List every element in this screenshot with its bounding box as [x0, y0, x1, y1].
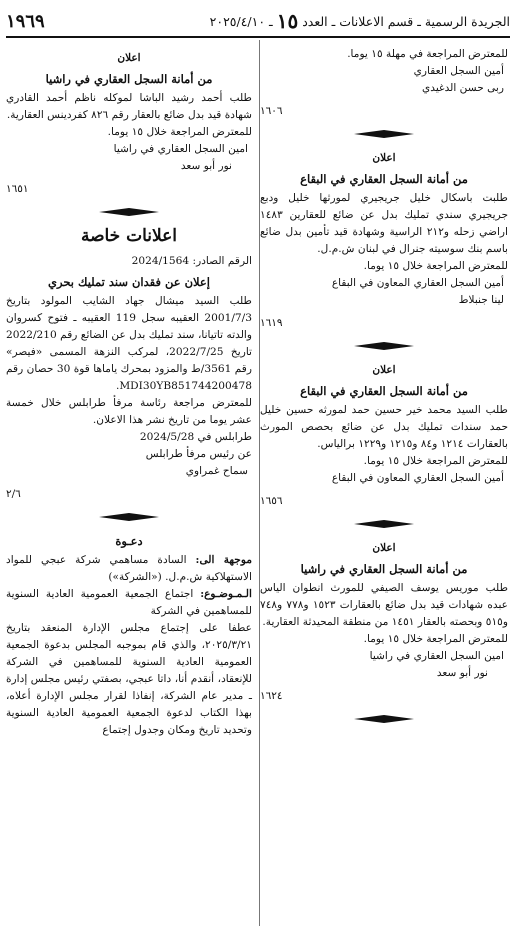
- page-number: ١٩٦٩: [6, 10, 45, 32]
- signature-title: أمين السجل العقاري المعاون في البقاع: [331, 277, 504, 289]
- announcement-title: من أمانة السجل العقاري في البقاع: [300, 384, 468, 398]
- reference-number: ١٦٠٦: [260, 105, 283, 117]
- signature-name: لينا جنبلاط: [458, 294, 504, 306]
- addressee-label: موجهة الى:: [195, 554, 252, 566]
- announcement-title: من أمانة السجل العقاري في راشيا: [300, 562, 468, 576]
- invitation-subject: [6, 586, 252, 620]
- continued-signature-name: ربى حسن الدغيدي: [421, 82, 504, 94]
- signature-title: امين السجل العقاري في راشيا: [369, 650, 504, 662]
- issue-number: ١٥: [276, 9, 299, 33]
- separator-ornament: [354, 342, 414, 350]
- announcement-body: طلب أحمد رشيد الباشا لموكله ناظم أحمد القادري شهادة قيد بدل ضائع بالعقار رقم ٨٢٦ كفردينس العقارية.: [6, 92, 252, 121]
- signature-title: امين السجل العقاري في راشيا: [113, 143, 248, 155]
- announcement-label: اعلان: [372, 364, 396, 376]
- announcement-label: اعلان: [372, 152, 396, 164]
- reference-number: ٢/٦: [6, 488, 21, 500]
- section-title: اعلانات خاصة: [80, 226, 178, 246]
- signature-name: سماح غمراوي: [185, 465, 248, 477]
- separator-ornament: [354, 130, 414, 138]
- invitation-body: عطفا على إجتماع مجلس الإدارة المنعقد بتاريخ ٢٠٢٥/٣/٢١، والذي قام بموجبه المجلس بدعوة الجمعية العمومية العادية السنوية للمساهمين في الشركة للإنعقاد، أنقدم أنا، داتا عبجي، بصفتي رئيس مجلس إدارة ـ مدير عام الشركة، إنفاذا لقرار مجلس الإدارة أعلاه، بهذا الكتاب لدعوة الجمعية العمومية العادية السنوية وتحديد تاريخ ومكان وجدول إجتماع: [6, 622, 252, 736]
- right-column: [260, 46, 508, 735]
- separator-ornament: [354, 520, 414, 528]
- invitation-label: دعـوة: [115, 534, 143, 548]
- page-header: [6, 6, 510, 38]
- continued-note: للمعترض المراجعة في مهلة ١٥ يوما.: [347, 48, 508, 60]
- signature-title: أمين السجل العقاري المعاون في البقاع: [331, 472, 504, 484]
- gazette-title: الجريدة الرسمية ـ قسم الاعلانات ـ العدد: [302, 13, 510, 29]
- announcement-body: طلب موريس يوسف الصيفي للمورث انطوان الياس عبده شهادات قيد بدل ضائع بالعقارات ١٥٢٣ و٧٧٨ و٧٤٨ و٥١٥ وبحصته بالعقار ١٤٥١ من منطقة المحيدثة العقارية.: [260, 582, 509, 628]
- announcement-label: اعلان: [117, 52, 141, 64]
- issued-number: الرقم الصادر: 2024/1564: [131, 255, 252, 267]
- left-column: [6, 46, 252, 739]
- announcement-label: اعلان: [372, 542, 396, 554]
- invitation-addressee: [6, 552, 252, 586]
- announcement-date: طرابلس في 2024/5/28: [139, 431, 252, 443]
- announcement-note: للمعترض المراجعة خلال ١٥ يوما.: [363, 260, 508, 272]
- subject-text: اجتماع الجمعية العمومية العادية السنوية للمساهمين في الشركة: [6, 588, 252, 617]
- reference-number: ١٦٥٦: [260, 495, 283, 507]
- addressee-text: السادة مساهمي شركة عبجي للمواد الاستهلاكية ش.م.ل. («الشركة»): [6, 554, 252, 583]
- reference-number: ١٦٥١: [6, 183, 29, 195]
- signature-name: نور أبو سعد: [180, 160, 232, 172]
- subject-label: الـمـوضـوع:: [200, 588, 252, 600]
- continued-signature-title: أمين السجل العقاري: [413, 65, 504, 77]
- announcement-title: من أمانة السجل العقاري في البقاع: [300, 172, 468, 186]
- signature-name: نور أبو سعد: [436, 667, 488, 679]
- announcement-title: من أمانة السجل العقاري في راشيا: [45, 72, 213, 86]
- separator-ornament: [354, 715, 414, 723]
- announcement-note: للمعترض المراجعة خلال ١٥ يوما.: [107, 126, 252, 138]
- announcement-title: إعلان عن فقدان سند تمليك بحري: [48, 275, 210, 289]
- announcement-note: للمعترض المراجعة خلال ١٥ يوما.: [363, 633, 508, 645]
- announcement-body: طلب السيد محمد خير حسين حمد لمورثه حسين خليل حمد سندات تمليك بدل عن ضائع بحصص المورث بالعقارات ١٢١٤ و٨٤ و١٢١٥ و١٢٢٩ برالياس.: [260, 404, 508, 450]
- issue-date: ـ ٢٠٢٥/٤/١٠: [209, 13, 273, 29]
- signature-title: عن رئيس مرفأ طرابلس: [145, 448, 252, 460]
- announcement-note: للمعترض المراجعة خلال ١٥ يوما.: [363, 455, 508, 467]
- announcement-body: طلبت باسكال خليل جريجيري لمورثها خليل ودبع جريجيري سندي تمليك بدل عن ضائع للعقارين ١٤٨٣ اراضي زحله و٢١٢ الراسية وشهادة قيد تأمين بدل ضائع باسم بنك سوسيته جنرال في لبنان ش.م.ل.: [260, 192, 508, 255]
- separator-ornament: [99, 208, 159, 216]
- reference-number: ١٦٢٤: [260, 690, 283, 702]
- announcement-note: للمعترض مراجعة رئاسة مرفأ طرابلس خلال خمسة عشر يوما من تاريخ نشر هذا الاعلان.: [6, 397, 252, 426]
- separator-ornament: [99, 513, 159, 521]
- reference-number: ١٦١٩: [260, 317, 283, 329]
- announcement-body: طلب السيد ميشال جهاد الشايب المولود بتاريخ 2001/7/3 العقيبه سجل 119 العقيبه ـ فتوح كسروان والدته تاتيانا، سند تمليك بدل عن الضائع رقم 2022/210 تاريخ 2022/7/25، لمركب النزهة المسمى «فيصر» رقم 3561/ط والمزود بمحرك ياماها قوة 30 حصان رقم MDI30YB851744200478.: [6, 295, 252, 392]
